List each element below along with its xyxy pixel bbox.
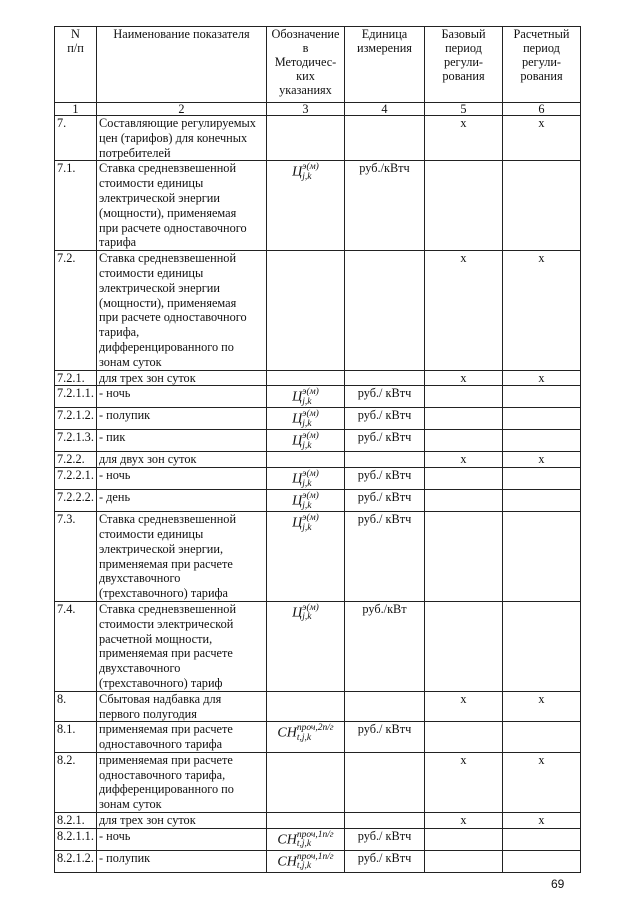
indicator-name-line: применяемая при расчете [99, 646, 233, 661]
row-number: 8.2.1. [55, 813, 97, 829]
column-number: 1 [55, 103, 97, 116]
formula-symbol-subscript: j,k [302, 478, 312, 489]
table-header-row [55, 27, 581, 103]
indicator-name [97, 468, 267, 490]
formula-symbol [277, 853, 333, 872]
indicator-name-line: одноставочного тарифа, [99, 767, 226, 782]
table-row [55, 370, 581, 386]
indicator-name-line: стоимости электрической [99, 616, 234, 631]
designation-cell [267, 691, 345, 722]
base-period-cell [425, 601, 503, 691]
indicator-name-line: цен (тарифов) для конечных [99, 130, 248, 145]
header-base-period: Базовый период регули- рования [425, 27, 503, 103]
indicator-name-line: - ночь [99, 386, 131, 401]
column-number: 5 [425, 103, 503, 116]
formula-symbol-base: Ц [292, 433, 303, 449]
indicator-name-line: - ночь [99, 828, 131, 843]
base-period-cell: х [425, 813, 503, 829]
designation-cell [267, 161, 345, 251]
formula-symbol-superscript: э(м) [302, 491, 319, 502]
row-number: 8. [55, 691, 97, 722]
formula-symbol [292, 470, 319, 489]
row-number: 8.1. [55, 722, 97, 753]
indicator-name-line: электрической энергии [99, 190, 220, 205]
indicator-name-line: дифференцированного по [99, 339, 234, 354]
indicator-name [97, 116, 267, 161]
indicator-name-line: электрической энергии, [99, 541, 224, 556]
header-designation: Обозначение в Методичес- ких указаниях [267, 27, 345, 103]
designation-cell [267, 752, 345, 812]
indicator-name-line: электрической энергии [99, 280, 220, 295]
table-row [55, 813, 581, 829]
indicator-name [97, 452, 267, 468]
formula-symbol-subscript: t,j,k [296, 861, 312, 872]
table-row [55, 386, 581, 408]
formula-symbol [292, 410, 319, 429]
calc-period-cell [503, 828, 581, 850]
indicator-name [97, 828, 267, 850]
base-period-cell [425, 161, 503, 251]
calc-period-cell: х [503, 691, 581, 722]
row-number: 7.2.1.2. [55, 408, 97, 430]
table-row [55, 691, 581, 722]
formula-symbol [292, 163, 319, 182]
designation-cell [267, 850, 345, 872]
table-row [55, 116, 581, 161]
unit-cell [345, 691, 425, 722]
unit-cell [345, 813, 425, 829]
unit-cell: руб./ кВтч [345, 490, 425, 512]
formula-symbol-superscript: проч,2п/г [296, 723, 334, 734]
indicator-name-line: для двух зон суток [99, 452, 197, 467]
indicator-name [97, 691, 267, 722]
table-row [55, 251, 581, 370]
designation-cell [267, 408, 345, 430]
indicator-name-line: зонам суток [99, 354, 162, 369]
indicator-name-line: первого полугодия [99, 706, 197, 721]
base-period-cell: х [425, 691, 503, 722]
table-row [55, 512, 581, 602]
table-row [55, 468, 581, 490]
table-row [55, 850, 581, 872]
calc-period-cell: х [503, 452, 581, 468]
base-period-cell: х [425, 452, 503, 468]
indicator-name-line: двухставочного [99, 661, 181, 676]
column-number: 2 [97, 103, 267, 116]
indicator-name-line: (трехставочного) тарифа [99, 586, 228, 601]
base-period-cell [425, 722, 503, 753]
calc-period-cell: х [503, 752, 581, 812]
indicator-name-line: Составляющие регулируемых [99, 116, 256, 130]
indicator-name [97, 813, 267, 829]
base-period-cell: х [425, 251, 503, 370]
indicator-name-line: стоимости единицы [99, 265, 204, 280]
calc-period-cell: х [503, 370, 581, 386]
formula-symbol [277, 724, 333, 743]
indicator-name-line: - ночь [99, 468, 131, 483]
indicator-name-line: (трехставочного) тариф [99, 675, 223, 690]
designation-cell [267, 116, 345, 161]
formula-symbol-subscript: j,k [302, 418, 312, 429]
unit-cell: руб./ кВтч [345, 408, 425, 430]
designation-cell [267, 430, 345, 452]
calc-period-cell [503, 468, 581, 490]
indicator-name [97, 512, 267, 602]
indicator-name-line: тарифа, [99, 325, 140, 340]
formula-symbol-subscript: j,k [302, 500, 312, 511]
unit-cell: руб./кВтч [345, 161, 425, 251]
calc-period-cell [503, 161, 581, 251]
calc-period-cell: х [503, 116, 581, 161]
indicator-name [97, 490, 267, 512]
unit-cell: руб./ кВтч [345, 828, 425, 850]
designation-cell [267, 468, 345, 490]
indicator-name [97, 601, 267, 691]
indicator-name [97, 251, 267, 370]
unit-cell: руб./ кВтч [345, 850, 425, 872]
formula-symbol-superscript: э(м) [302, 469, 319, 480]
calc-period-cell: х [503, 251, 581, 370]
indicator-name [97, 161, 267, 251]
row-number: 7.1. [55, 161, 97, 251]
indicator-name [97, 752, 267, 812]
formula-symbol-base: Ц [292, 471, 303, 487]
row-number: 7.3. [55, 512, 97, 602]
page-number: 69 [551, 877, 565, 891]
calc-period-cell [503, 512, 581, 602]
base-period-cell [425, 490, 503, 512]
indicators-table [54, 26, 581, 873]
indicator-name-line: Ставка средневзвешенной [99, 251, 237, 266]
column-number: 6 [503, 103, 581, 116]
unit-cell: руб./ кВтч [345, 722, 425, 753]
formula-symbol-base: СН [277, 854, 297, 870]
formula-symbol-superscript: проч,1п/г [296, 851, 334, 862]
indicator-name-line: - пик [99, 430, 126, 445]
row-number: 8.2.1.2. [55, 850, 97, 872]
row-number: 7.2.2.2. [55, 490, 97, 512]
indicator-name-line: одноставочного тарифа [99, 737, 223, 752]
unit-cell: руб./ кВтч [345, 386, 425, 408]
formula-symbol-superscript: проч,1п/г [296, 829, 334, 840]
indicator-name-line: зонам суток [99, 797, 162, 812]
formula-symbol [277, 831, 333, 850]
formula-symbol-superscript: э(м) [302, 431, 319, 442]
indicator-name [97, 850, 267, 872]
indicator-name-line: Сбытовая надбавка для [99, 691, 222, 706]
calc-period-cell [503, 722, 581, 753]
base-period-cell [425, 828, 503, 850]
table-row [55, 408, 581, 430]
indicator-name [97, 722, 267, 753]
indicator-name-line: применяемая при расчете [99, 752, 233, 767]
calc-period-cell: х [503, 813, 581, 829]
indicator-name-line: потребителей [99, 145, 171, 160]
table-row [55, 490, 581, 512]
formula-symbol-base: Ц [292, 605, 303, 621]
indicator-name-line: стоимости единицы [99, 176, 204, 191]
indicator-name [97, 430, 267, 452]
base-period-cell [425, 850, 503, 872]
indicator-name-line: Ставка средневзвешенной [99, 161, 237, 176]
row-number: 7.2. [55, 251, 97, 370]
row-number: 7.2.2.1. [55, 468, 97, 490]
indicator-name-line: стоимости единицы [99, 526, 204, 541]
formula-symbol-superscript: э(м) [302, 409, 319, 420]
header-number: N п/п [55, 27, 97, 103]
table-row [55, 752, 581, 812]
column-number-row [55, 103, 581, 116]
row-number: 7.2.1.3. [55, 430, 97, 452]
base-period-cell: х [425, 116, 503, 161]
indicator-name-line: тарифа [99, 235, 137, 250]
calc-period-cell [503, 601, 581, 691]
table-body [55, 116, 581, 873]
designation-cell [267, 828, 345, 850]
formula-symbol-base: Ц [292, 411, 303, 427]
row-number: 7.2.1. [55, 370, 97, 386]
base-period-cell [425, 430, 503, 452]
table-row [55, 161, 581, 251]
formula-symbol-subscript: j,k [302, 396, 312, 407]
indicator-name-line: Ставка средневзвешенной [99, 601, 237, 616]
header-unit: Единица измерения [345, 27, 425, 103]
indicator-name-line: применяемая при расчете [99, 722, 233, 737]
column-number: 4 [345, 103, 425, 116]
base-period-cell: х [425, 370, 503, 386]
formula-symbol [292, 492, 319, 511]
formula-symbol [292, 514, 319, 533]
indicator-name-line: - день [99, 490, 131, 505]
table-row [55, 722, 581, 753]
row-number: 8.2.1.1. [55, 828, 97, 850]
designation-cell [267, 251, 345, 370]
formula-symbol-base: Ц [292, 389, 303, 405]
unit-cell [345, 251, 425, 370]
formula-symbol-subscript: t,j,k [296, 839, 312, 850]
row-number: 8.2. [55, 752, 97, 812]
base-period-cell [425, 512, 503, 602]
designation-cell [267, 601, 345, 691]
formula-symbol-base: СН [277, 832, 297, 848]
formula-symbol-base: Ц [292, 493, 303, 509]
row-number: 7.2.1.1. [55, 386, 97, 408]
formula-symbol-subscript: t,j,k [296, 732, 312, 743]
base-period-cell: х [425, 752, 503, 812]
formula-symbol-superscript: э(м) [302, 513, 319, 524]
row-number: 7.4. [55, 601, 97, 691]
designation-cell [267, 722, 345, 753]
row-number: 7.2.2. [55, 452, 97, 468]
table-row [55, 601, 581, 691]
designation-cell [267, 813, 345, 829]
indicator-name [97, 386, 267, 408]
indicator-name-line: (мощности), применяемая [99, 295, 237, 310]
indicator-name-line: применяемая при расчете [99, 556, 233, 571]
formula-symbol [292, 388, 319, 407]
unit-cell [345, 116, 425, 161]
indicator-name-line: дифференцированного по [99, 782, 234, 797]
formula-symbol [292, 432, 319, 451]
calc-period-cell [503, 386, 581, 408]
designation-cell [267, 386, 345, 408]
indicator-name-line: для трех зон суток [99, 813, 196, 828]
formula-symbol-subscript: j,k [302, 440, 312, 451]
calc-period-cell [503, 430, 581, 452]
base-period-cell [425, 408, 503, 430]
base-period-cell [425, 386, 503, 408]
indicator-name-line: при расчете одноставочного [99, 220, 247, 235]
unit-cell [345, 752, 425, 812]
table-row [55, 452, 581, 468]
formula-symbol-subscript: j,k [302, 612, 312, 623]
unit-cell [345, 452, 425, 468]
unit-cell: руб./кВт [345, 601, 425, 691]
table-row [55, 828, 581, 850]
header-calc-period: Расчетный период регули- рования [503, 27, 581, 103]
indicator-name-line: при расчете одноставочного [99, 310, 247, 325]
unit-cell: руб./ кВтч [345, 430, 425, 452]
header-indicator-name: Наименование показателя [97, 27, 267, 103]
indicator-name [97, 408, 267, 430]
indicator-name-line: - полупик [99, 850, 151, 865]
formula-symbol-base: СН [277, 725, 297, 741]
formula-symbol-superscript: э(м) [302, 162, 319, 173]
calc-period-cell [503, 408, 581, 430]
base-period-cell [425, 468, 503, 490]
formula-symbol-subscript: j,k [302, 522, 312, 533]
table-row [55, 430, 581, 452]
formula-symbol-base: Ц [292, 164, 303, 180]
unit-cell: руб./ кВтч [345, 468, 425, 490]
unit-cell: руб./ кВтч [345, 512, 425, 602]
formula-symbol-base: Ц [292, 515, 303, 531]
indicator-name-line: (мощности), применяемая [99, 205, 237, 220]
formula-symbol-subscript: j,k [302, 171, 312, 182]
designation-cell [267, 370, 345, 386]
column-number: 3 [267, 103, 345, 116]
indicator-name-line: двухставочного [99, 571, 181, 586]
calc-period-cell [503, 490, 581, 512]
formula-symbol-superscript: э(м) [302, 602, 319, 613]
calc-period-cell [503, 850, 581, 872]
unit-cell [345, 370, 425, 386]
designation-cell [267, 452, 345, 468]
indicator-name-line: расчетной мощности, [99, 631, 213, 646]
indicator-name-line: для трех зон суток [99, 370, 196, 385]
formula-symbol [292, 604, 319, 623]
row-number: 7. [55, 116, 97, 161]
designation-cell [267, 490, 345, 512]
indicator-name [97, 370, 267, 386]
designation-cell [267, 512, 345, 602]
formula-symbol-superscript: э(м) [302, 387, 319, 398]
indicator-name-line: - полупик [99, 408, 151, 423]
indicator-name-line: Ставка средневзвешенной [99, 512, 237, 527]
